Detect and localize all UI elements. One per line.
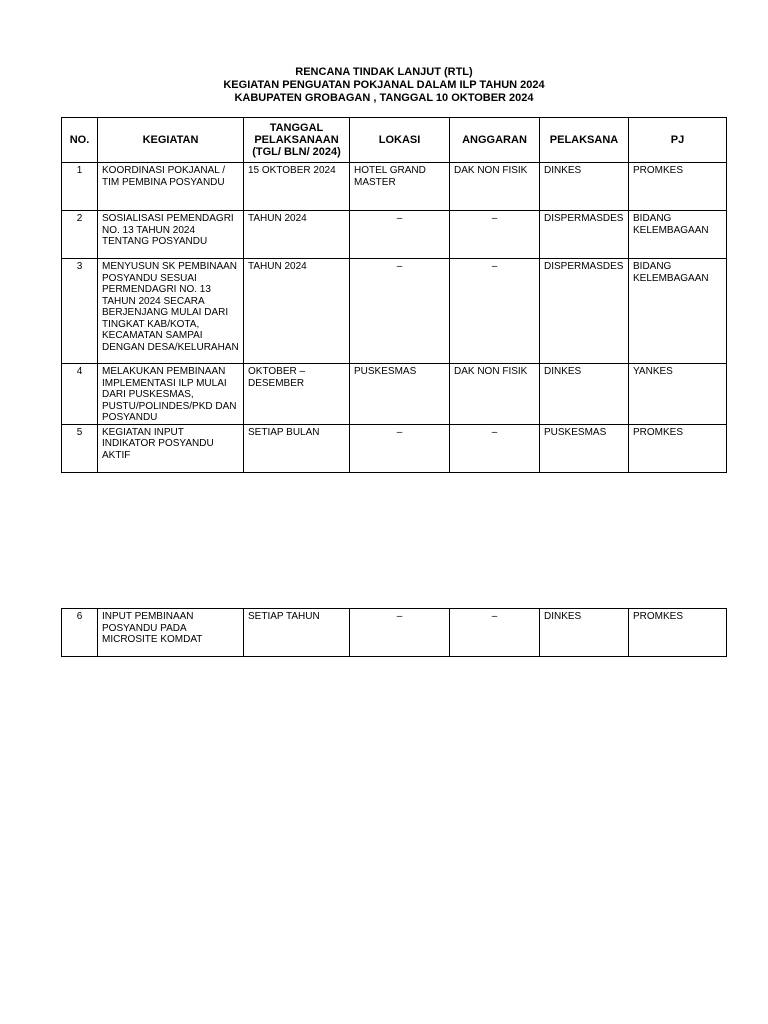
cell-anggaran: – (450, 609, 540, 657)
header-lokasi: LOKASI (350, 118, 450, 163)
cell-no: 1 (62, 163, 98, 211)
cell-kegiatan: KEGIATAN INPUT INDIKATOR POSYANDU AKTIF (98, 424, 244, 472)
cell-no: 2 (62, 211, 98, 259)
cell-pelaksana: DISPERMASDES (540, 211, 629, 259)
cell-lokasi: PUSKESMAS (350, 364, 450, 425)
cell-pelaksana: DINKES (540, 163, 629, 211)
cell-tanggal: 15 OKTOBER 2024 (244, 163, 350, 211)
cell-tanggal: SETIAP TAHUN (244, 609, 350, 657)
cell-lokasi: HOTEL GRAND MASTER (350, 163, 450, 211)
cell-kegiatan: SOSIALISASI PEMENDAGRI NO. 13 TAHUN 2024 TENTANG POSYANDU (98, 211, 244, 259)
cell-tanggal: OKTOBER – DESEMBER (244, 364, 350, 425)
cell-pj: YANKES (629, 364, 727, 425)
header-tanggal-line1: TANGGAL (269, 122, 324, 134)
cell-anggaran: DAK NON FISIK (450, 364, 540, 425)
table-row (62, 364, 727, 425)
cell-no: 3 (62, 259, 98, 364)
cell-kegiatan: INPUT PEMBINAAN POSYANDU PADA MICROSITE KOMDAT (98, 609, 244, 657)
cell-no: 6 (62, 609, 98, 657)
header-kegiatan: KEGIATAN (98, 118, 244, 163)
cell-tanggal: TAHUN 2024 (244, 259, 350, 364)
cell-anggaran: – (450, 211, 540, 259)
table-row (62, 163, 727, 211)
table-header-row (62, 118, 727, 163)
cell-lokasi: – (350, 259, 450, 364)
cell-pelaksana: DINKES (540, 609, 629, 657)
cell-pelaksana: DINKES (540, 364, 629, 425)
cell-tanggal: SETIAP BULAN (244, 424, 350, 472)
document-title (0, 66, 768, 105)
title-line-3: KABUPATEN GROBAGAN , TANGGAL 10 OKTOBER 2024 (234, 92, 534, 104)
cell-pj: PROMKES (629, 609, 727, 657)
cell-anggaran: – (450, 259, 540, 364)
cell-pelaksana: PUSKESMAS (540, 424, 629, 472)
cell-pj: PROMKES (629, 424, 727, 472)
cell-lokasi: – (350, 424, 450, 472)
cell-lokasi: – (350, 609, 450, 657)
header-tanggal (244, 118, 350, 163)
header-anggaran: ANGGARAN (450, 118, 540, 163)
table-row (62, 609, 727, 657)
table-row (62, 211, 727, 259)
cell-anggaran: – (450, 424, 540, 472)
cell-pj: PROMKES (629, 163, 727, 211)
header-pj: PJ (629, 118, 727, 163)
cell-kegiatan: KOORDINASI POKJANAL / TIM PEMBINA POSYANDU (98, 163, 244, 211)
cell-no: 4 (62, 364, 98, 425)
cell-lokasi: – (350, 211, 450, 259)
title-line-2: KEGIATAN PENGUATAN POKJANAL DALAM ILP TAHUN 2024 (223, 79, 545, 91)
table-row (62, 259, 727, 364)
rtl-table-continued (61, 608, 727, 657)
rtl-table (61, 117, 727, 473)
cell-kegiatan: MELAKUKAN PEMBINAAN IMPLEMENTASI ILP MULAI DARI PUSKESMAS, PUSTU/POLINDES/PKD DAN POSYANDU (98, 364, 244, 425)
cell-pj: BIDANG KELEMBAGAAN (629, 259, 727, 364)
cell-anggaran: DAK NON FISIK (450, 163, 540, 211)
cell-no: 5 (62, 424, 98, 472)
header-tanggal-line3: (TGL/ BLN/ 2024) (252, 146, 341, 158)
header-pelaksana: PELAKSANA (540, 118, 629, 163)
cell-pelaksana: DISPERMASDES (540, 259, 629, 364)
cell-pj: BIDANG KELEMBAGAAN (629, 211, 727, 259)
table-row (62, 424, 727, 472)
cell-kegiatan: MENYUSUN SK PEMBINAAN POSYANDU SESUAI PERMENDAGRI NO. 13 TAHUN 2024 SECARA BERJENJANG MULAI DARI TINGKAT KAB/KOTA, KECAMATAN SAMPAI DENGAN DESA/KELURAHAN (98, 259, 244, 364)
header-tanggal-line2: PELAKSANAAN (254, 134, 339, 146)
cell-tanggal: TAHUN 2024 (244, 211, 350, 259)
title-line-1: RENCANA TINDAK LANJUT (RTL) (295, 66, 473, 78)
header-no: NO. (62, 118, 98, 163)
